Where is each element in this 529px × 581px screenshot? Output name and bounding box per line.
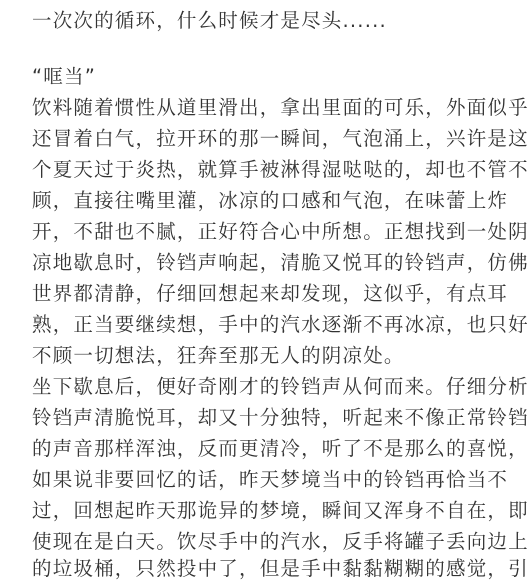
- text-line: 铃铛声清脆悦耳，却又十分独特，听起来不像正常铃铛: [32, 406, 529, 429]
- text-line: 顾，直接往嘴里灌，冰凉的口感和气泡，在味蕾上炸: [32, 189, 509, 212]
- text-line: 还冒着白气，拉开环的那一瞬间，气泡涌上，兴许是这: [32, 127, 529, 150]
- text-line: 一次次的循环，什么时候才是尽头......: [32, 9, 387, 32]
- text-line: 凉地歇息时，铃铛声响起，清脆又悦耳的铃铛声，仿佛: [32, 251, 529, 274]
- text-line: 的垃圾桶，只然投中了，但是手中黏黏糊糊的感觉，引: [32, 557, 529, 580]
- text-line: 熟，正当要继续想，手中的汽水逐渐不再冰凉，也只好: [32, 313, 529, 336]
- text-line: 开，不甜也不腻，正好符合心中所想。正想找到一处阴: [32, 220, 529, 243]
- text-line: 如果说非要回忆的话，昨天梦境当中的铃铛再恰当不: [32, 468, 509, 491]
- text-line: 的声音那样浑浊，反而更清冷，听了不是那么的喜悦，: [32, 437, 529, 460]
- text-line: 世界都清静，仔细回想起来却发现，这似乎，有点耳: [32, 282, 509, 305]
- text-line: 使现在是白天。饮尽手中的汽水，反手将罐子丢向边上: [32, 530, 529, 553]
- text-line: “哐当”: [32, 65, 97, 88]
- text-line: 过，回想起昨天那诡异的梦境，瞬间又浑身不自在，即: [32, 499, 529, 522]
- text-line: 坐下歇息后，便好奇刚才的铃铛声从何而来。仔细分析: [32, 375, 529, 398]
- text-line: 不顾一切想法，狂奔至那无人的阴凉处。: [32, 344, 405, 367]
- text-line: 饮料随着惯性从道里滑出，拿出里面的可乐，外面似乎: [32, 96, 529, 119]
- text-line: 个夏天过于炎热，就算手被淋得湿哒哒的，却也不管不: [32, 158, 529, 181]
